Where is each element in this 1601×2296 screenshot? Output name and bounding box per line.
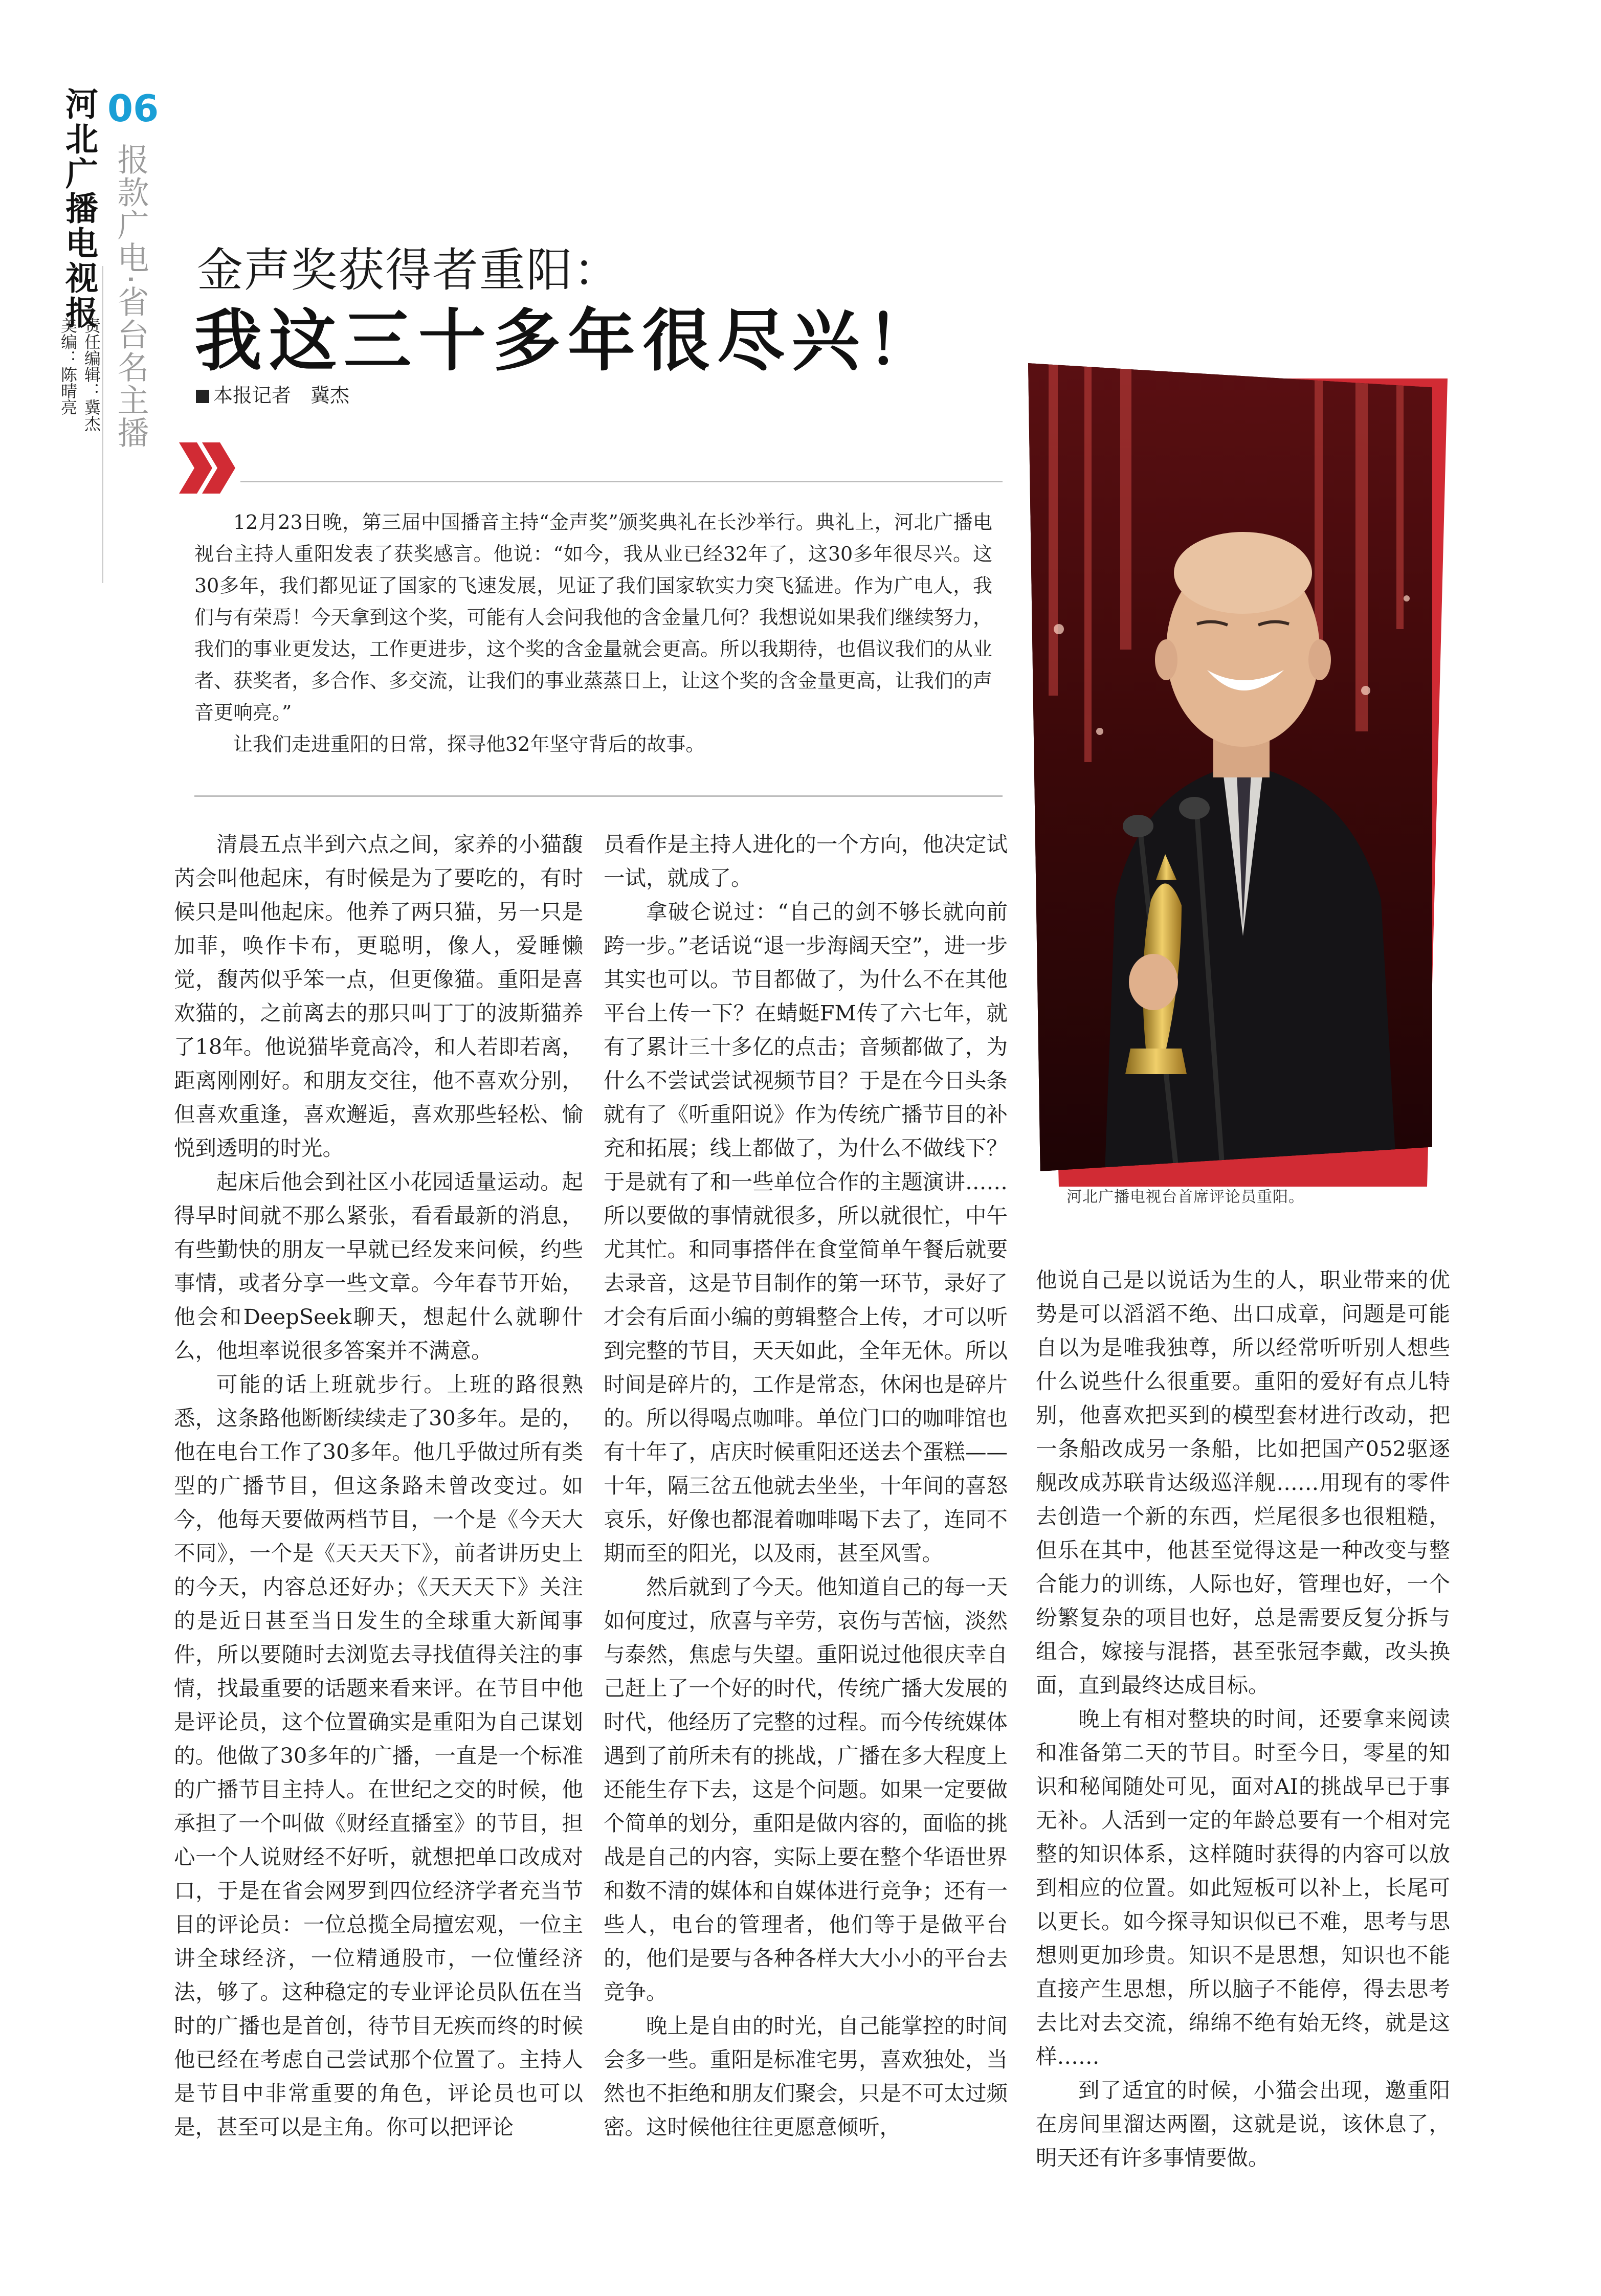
designer-credit: 美编：陈晴亮 xyxy=(58,317,78,415)
double-chevron-icon xyxy=(174,437,240,499)
square-bullet-icon xyxy=(196,390,209,403)
body-paragraph: 晚上有相对整块的时间，还要拿来阅读和准备第二天的节目。时至今日，零星的知识和秘闻随处可见，面对AI的挑战早已于事无补。人活到一定的年龄总要有一个相对完整的知识体系，这样随时获得的内容可以放到相应的位置。如此短板可以补上，长尾可以更长。如今探寻知识似已不难，思考与思想则更加珍贵。知识不是思想，知识也不能直接产生思想，所以脑子不能停，得去思考去比对去交流，绵绵不绝有始无终，就是这样…… xyxy=(1036,1706,1450,2069)
article-title: 我这三十多年很尽兴！ xyxy=(194,301,941,381)
body-paragraph: 员看作是主持人进化的一个方向，他决定试一试，就成了。 xyxy=(604,832,1008,890)
body-paragraph: 起床后他会到社区小花园适量运动。起得早时间就不那么紧张，看看最新的消息，有些勤快的朋友一早就已经发来问候，约些事情，或者分享一些文章。今年春节开始，他会和DeepSeek聊天，想起什么就聊什么，他坦率说很多答案并不满意。 xyxy=(174,1169,583,1363)
body-paragraph: 到了适宜的时候，小猫会出现，邀重阳在房间里溜达两圈，这就是说，该休息了，明天还有许多事情要做。 xyxy=(1036,2078,1450,2170)
intro-paragraph: 12月23日晚，第三届中国播音主持“金声奖”颁奖典礼在长沙举行。典礼上，河北广播电视台主持人重阳发表了获奖感言。他说：“如今，我从业已经32年了，这30多年很尽兴。这30多年，我们都见证了国家的飞速发展，见证了我们国家软实力突飞猛进。作为广电人，我们与有荣焉！今天拿到这个奖，可能有人会问我他的含金量几何？我想说如果我们继续努力，我们的事业更发达，工作更进步，这个奖的含金量就会更高。所以我期待，也倡议我们的从业者、获奖者，多合作、多交流，让我们的事业蒸蒸日上，让这个奖的含金量更高，让我们的声音更响亮。” xyxy=(194,511,992,724)
editor-credits xyxy=(58,317,103,432)
page-number: 06 xyxy=(107,87,159,130)
body-paragraph: 他说自己是以说话为生的人，职业带来的优势是可以滔滔不绝、出口成章，问题是可能自以为是唯我独尊，所以经常听听别人想些什么说些什么很重要。重阳的爱好有点儿特别，他喜欢把买到的模型套材进行改动，把一条船改成另一条船，比如把国产052驱逐舰改成苏联肯达级巡洋舰……用现有的零件去创造一个新的东西，烂尾很多也很粗糙，但乐在其中，他甚至觉得这是一种改变与整合能力的训练，人际也好，管理也好，一个纷繁复杂的项目也好，总是需要反复分拆与组合，嫁接与混搭，甚至张冠李戴，改头换面，直到最终达成目标。 xyxy=(1036,1267,1450,1698)
body-paragraph: 清晨五点半到六点之间，家养的小猫馥芮会叫他起床，有时候是为了要吃的，有时候只是叫他起床。他养了两只猫，另一只是加菲，唤作卡布，更聪明，像人，爱睡懒觉，馥芮似乎笨一点，但更像猫。重阳是喜欢猫的，之前离去的那只叫丁丁的波斯猫养了18年。他说猫毕竟高冷，和人若即若离，距离刚刚好。和朋友交往，他不喜欢分别，但喜欢重逢，喜欢邂逅，喜欢那些轻松、愉悦到透明的时光。 xyxy=(174,832,583,1161)
photo-caption: 河北广播电视台首席评论员重阳。 xyxy=(1066,1188,1304,1206)
body-column-1 xyxy=(174,828,583,2144)
byline-text: 本报记者 冀杰 xyxy=(213,384,350,407)
body-paragraph: 可能的话上班就步行。上班的路很熟悉，这条路他断断续续走了30多年。是的，他在电台工作了30多年。他几乎做过所有类型的广播节目，但这条路未曾改变过。如今，他每天要做两档节目，一个是《今天大不同》，一个是《天天天下》，前者讲历史上的今天，内容总还好办；《天天天下》关注的是近日甚至当日发生的全球重大新闻事件，所以要随时去浏览去寻找值得关注的事情，找最重要的话题来看来评。在节目中他是评论员，这个位置确实是重阳为自己谋划的。他做了30多年的广播，一直是一个标准的广播节目主持人。在世纪之交的时候，他承担了一个叫做《财经直播室》的节目，担心一个人说财经不好听，就想把单口改成对口，于是在省会网罗到四位经济学者充当节目的评论员：一位总揽全局擅宏观，一位主讲全球经济，一位精通股市，一位懂经济法，够了。这种稳定的专业评论员队伍在当时的广播也是首创，待节目无疾而终的时候他已经在考虑自己尝试那个位置了。主持人是节目中非常重要的角色，评论员也可以是，甚至可以是主角。你可以把评论 xyxy=(174,1372,583,2139)
byline xyxy=(196,380,349,408)
body-paragraph: 晚上是自由的时光，自己能掌控的时间会多一些。重阳是标准宅男，喜欢独处，当然也不拒绝和朋友们聚会，只是不可太过频密。这时候他往往更愿意倾听， xyxy=(604,2013,1008,2139)
body-paragraph: 然后就到了今天。他知道自己的每一天如何度过，欣喜与辛劳，哀伤与苦恼，淡然与泰然，焦虑与失望。重阳说过他很庆幸自己赶上了一个好的时代，传统广播大发展的时代，他经历了完整的过程。而今传统媒体遇到了前所未有的挑战，广播在多大程度上还能生存下去，这是个问题。如果一定要做个简单的划分，重阳是做内容的，面临的挑战是自己的内容，实际上要在整个华语世界和数不清的媒体和自媒体进行竞争；还有一些人，电台的管理者，他们等于是做平台的，他们是要与各种各样大大小小的平台去竞争。 xyxy=(604,1574,1008,2004)
editor-credit: 责任编辑：冀杰 xyxy=(82,317,101,432)
intro-paragraph: 让我们走进重阳的日常，探寻他32年坚守背后的故事。 xyxy=(233,733,705,755)
body-paragraph: 拿破仑说过：“自己的剑不够长就向前跨一步。”老话说“退一步海阔天空”，进一步其实也可以。节目都做了，为什么不在其他平台上传一下？在蜻蜓FM传了六七年，就有了累计三十多亿的点击；音频都做了，为什么不尝试尝试视频节目？于是在今日头条就有了《听重阳说》作为传统广播节目的补充和拓展；线上都做了，为什么不做线下？于是就有了和一些单位合作的主题演讲……所以要做的事情就很多，所以就很忙，中午尤其忙。和同事搭伴在食堂简单午餐后就要去录音，这是节目制作的第一环节，录好了才会有后面小编的剪辑整合上传，才可以听到完整的节目，天天如此，全年无休。所以时间是碎片的，工作是常态，休闲也是碎片的。所以得喝点咖啡。单位门口的咖啡馆也有十年了，店庆时候重阳还送去个蛋糕——十年，隔三岔五他就去坐坐，十年间的喜怒哀乐，好像也都混着咖啡喝下去了，连同不期而至的阳光，以及雨，甚至风雪。 xyxy=(604,899,1008,1566)
intro-bottom-rule xyxy=(194,795,1003,797)
intro-top-rule xyxy=(240,481,1003,482)
body-column-2 xyxy=(604,828,1008,2144)
body-column-3 xyxy=(1036,1263,1450,2175)
portrait-photo xyxy=(1028,363,1432,1171)
article-kicker: 金声奖获得者重阳： xyxy=(197,243,620,297)
section-title: 报款广电·省台名主播 xyxy=(112,143,149,449)
article-intro xyxy=(194,506,992,760)
paper-name: 河北广播电视报 xyxy=(60,87,98,330)
